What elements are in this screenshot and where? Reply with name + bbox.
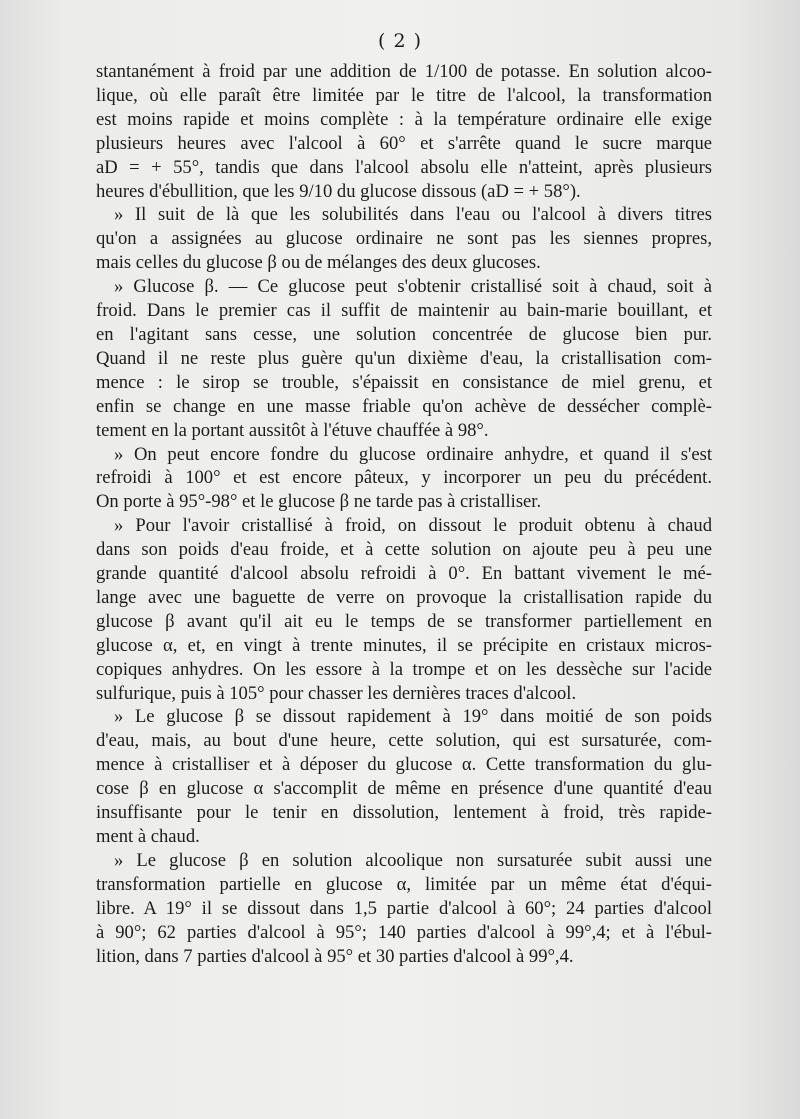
- text-line: est moins rapide et moins complète : à la température ordinaire elle exige: [96, 108, 712, 130]
- paragraph-4: [96, 443, 712, 515]
- text-line: heures d'ébullition, que les 9/10 du glucose dissous (aD = + 58°).: [96, 180, 581, 202]
- text-line: stantanément à froid par une addition de 1/100 de potasse. En solution alcoo-: [96, 61, 712, 82]
- text-line: sulfurique, puis à 105° pour chasser les dernières traces d'alcool.: [96, 682, 577, 704]
- text-line: » Glucose β. — Ce glucose peut s'obtenir cristallisé soit à chaud, soit à: [114, 276, 712, 298]
- paragraph-5: [96, 514, 712, 705]
- text-line: On porte à 95°-98° et le glucose β ne tarde pas à cristalliser.: [96, 491, 542, 513]
- text-line: à 90°; 62 parties d'alcool à 95°; 140 parties d'alcool à 99°,4; et à l'ébul-: [96, 921, 712, 943]
- text-line: lition, dans 7 parties d'alcool à 95° et 30 parties d'alcool à 99°,4.: [96, 945, 574, 967]
- text-line: enfin se change en une masse friable qu'on achève de dessécher complè-: [96, 395, 712, 417]
- text-line: mence : le sirop se trouble, s'épaissit en consistance de miel grenu, et: [96, 371, 712, 393]
- text-line: ment à chaud.: [96, 826, 200, 847]
- text-line: transformation partielle en glucose α, limitée par un même état d'équi-: [96, 873, 712, 895]
- text-line: glucose α, et, en vingt à trente minutes, il se précipite en cristaux micros-: [96, 634, 712, 656]
- page-number: ( 2 ): [378, 30, 422, 52]
- text-line: mence à cristalliser et à déposer du glucose α. Cette transformation du glu-: [96, 754, 712, 776]
- paragraph-2: [96, 203, 712, 275]
- text-line: lique, où elle paraît être limitée par le titre de l'alcool, la transformation: [96, 84, 712, 106]
- paragraph-6: [96, 705, 712, 848]
- text-line: » On peut encore fondre du glucose ordinaire anhydre, et quand il s'est: [114, 443, 712, 465]
- text-line: glucose β avant qu'il ait eu le temps de se transformer partiellement en: [96, 610, 712, 632]
- body-text: [96, 60, 712, 968]
- text-line: » Il suit de là que les solubilités dans l'eau ou l'alcool à divers titres: [114, 204, 712, 226]
- text-line: grande quantité d'alcool absolu refroidi à 0°. En battant vivement le mé-: [96, 563, 712, 585]
- text-line: froid. Dans le premier cas il suffit de maintenir au bain-marie bouillant, et: [96, 300, 712, 322]
- text-line: lange avec une baguette de verre on provoque la cristallisation rapide du: [96, 586, 712, 608]
- text-line: Quand il ne reste plus guère qu'un dixième d'eau, la cristallisation com-: [96, 347, 712, 369]
- paragraph-1: [96, 60, 712, 203]
- text-line: cose β en glucose α s'accomplit de même en présence d'une quantité d'eau: [96, 778, 712, 800]
- text-line: aD = + 55°, tandis que dans l'alcool absolu elle n'atteint, après plusieurs: [96, 156, 712, 178]
- text-line: copiques anhydres. On les essore à la trompe et on les dessèche sur l'acide: [96, 658, 712, 680]
- text-line: refroidi à 100° et est encore pâteux, y incorporer un peu du précédent.: [96, 467, 712, 489]
- text-line: mais celles du glucose β ou de mélanges des deux glucoses.: [96, 252, 541, 274]
- text-line: » Pour l'avoir cristallisé à froid, on dissout le produit obtenu à chaud: [114, 515, 712, 537]
- text-line: libre. A 19° il se dissout dans 1,5 partie d'alcool à 60°; 24 parties d'alcool: [96, 897, 712, 919]
- text-line: insuffisante pour le tenir en dissolution, lentement à froid, très rapide-: [96, 802, 712, 824]
- text-line: d'eau, mais, au bout d'une heure, cette solution, qui est sursaturée, com-: [96, 730, 712, 752]
- text-line: » Le glucose β en solution alcoolique non sursaturée subit aussi une: [114, 849, 712, 871]
- text-line: en l'agitant sans cesse, une solution concentrée de glucose bien pur.: [96, 323, 712, 345]
- text-line: tement en la portant aussitôt à l'étuve chauffée à 98°.: [96, 419, 489, 441]
- paragraph-3: [96, 275, 712, 442]
- paragraph-7: [96, 849, 712, 969]
- text-line: qu'on a assignées au glucose ordinaire ne sont pas les siennes propres,: [96, 228, 712, 250]
- text-line: plusieurs heures avec l'alcool à 60° et s'arrête quand le sucre marque: [96, 132, 712, 154]
- text-line: dans son poids d'eau froide, et à cette solution on ajoute peu à peu une: [96, 539, 712, 561]
- text-line: » Le glucose β se dissout rapidement à 19° dans moitié de son poids: [114, 706, 712, 728]
